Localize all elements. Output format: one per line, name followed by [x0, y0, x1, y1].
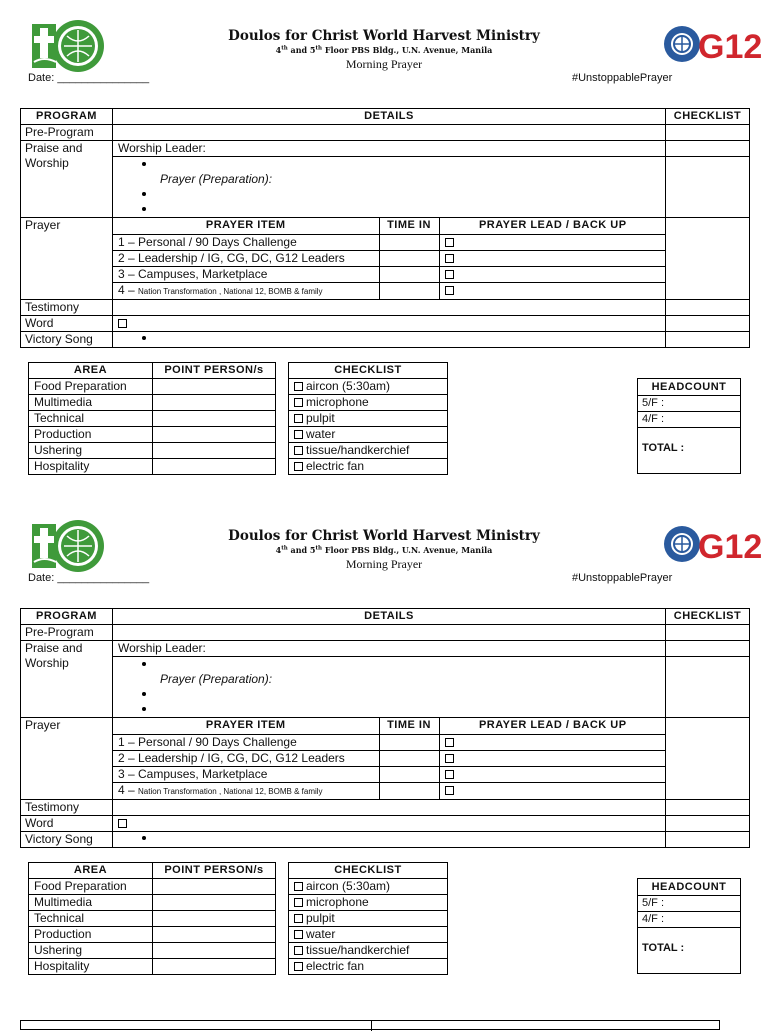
prayer-item: 4 – Nation Transformation , National 12, BOMB & family [113, 782, 379, 799]
area-label: Multimedia [29, 395, 153, 411]
row-victory-song: Victory Song [21, 831, 113, 847]
checklist-item[interactable]: water [289, 927, 448, 943]
checkbox-icon[interactable] [445, 738, 454, 747]
testimony-check[interactable] [666, 799, 750, 815]
word-details[interactable] [113, 315, 666, 331]
area-label: Production [29, 927, 153, 943]
col-point-person: POINT PERSON/s [153, 363, 276, 379]
time-in-field[interactable] [379, 734, 439, 750]
col-details: DETAILS [113, 109, 666, 125]
checkbox-icon[interactable] [294, 914, 303, 923]
row-prayer: Prayer [21, 218, 113, 300]
col-area: AREA [29, 363, 153, 379]
checkbox-icon[interactable] [445, 786, 454, 795]
time-in-field[interactable] [379, 282, 439, 299]
prayer-item: 1 – Personal / 90 Days Challenge [113, 234, 379, 250]
program-table [20, 608, 750, 848]
worship-leader-field[interactable]: Worship Leader: [113, 641, 666, 657]
headcount-4f[interactable]: 4/F : [638, 912, 740, 928]
prayer-prep-label: Prayer (Preparation): [160, 172, 273, 186]
svg-text:G12: G12 [698, 28, 763, 66]
bullet-icon [142, 692, 146, 696]
bullet-icon [142, 207, 146, 211]
worship-leader-check[interactable] [666, 641, 750, 657]
point-person-field[interactable] [153, 879, 276, 895]
equipment-checklist [288, 362, 448, 475]
time-in-field[interactable] [379, 750, 439, 766]
checklist-title: CHECKLIST [289, 363, 448, 379]
col-area: AREA [29, 863, 153, 879]
col-time-in: TIME IN [379, 218, 439, 234]
checklist-item[interactable]: aircon (5:30am) [289, 379, 448, 395]
table-divider [371, 1021, 372, 1031]
checklist-item[interactable]: electric fan [289, 959, 448, 975]
date-field[interactable]: Date: _______________ [28, 72, 150, 84]
checklist-item[interactable]: electric fan [289, 459, 448, 475]
prayer-check[interactable] [666, 718, 750, 800]
word-details[interactable] [113, 815, 666, 831]
headcount-5f[interactable]: 5/F : [638, 896, 740, 912]
ministry-title: Doulos for Christ World Harvest Ministry [228, 28, 540, 44]
time-in-field[interactable] [379, 250, 439, 266]
headcount-box [637, 878, 741, 974]
prayer-sheet-2 [0, 500, 768, 1000]
song-list[interactable] [113, 157, 666, 218]
prayer-lead-field[interactable] [439, 282, 666, 299]
hashtag-label: #UnstoppablePrayer [572, 72, 673, 84]
prayer-items-table [113, 218, 666, 299]
word-check[interactable] [666, 315, 750, 331]
pre-program-check[interactable] [666, 125, 750, 141]
victory-song-check[interactable] [666, 331, 750, 347]
checkbox-icon[interactable] [294, 462, 303, 471]
checkbox-icon[interactable] [294, 398, 303, 407]
checkbox-icon[interactable] [118, 319, 127, 328]
worship-leader-check[interactable] [666, 141, 750, 157]
victory-song-check[interactable] [666, 831, 750, 847]
headcount-total[interactable]: TOTAL : [642, 442, 685, 454]
point-person-field[interactable] [153, 427, 276, 443]
point-person-field[interactable] [153, 395, 276, 411]
area-label: Technical [29, 411, 153, 427]
row-word: Word [21, 815, 113, 831]
col-details: DETAILS [113, 609, 666, 625]
song-list-check[interactable] [666, 657, 750, 718]
checklist-item[interactable]: tissue/handkerchief [289, 443, 448, 459]
row-pre-program: Pre-Program [21, 625, 113, 641]
checkbox-icon[interactable] [445, 286, 454, 295]
checklist-item[interactable]: microphone [289, 895, 448, 911]
checklist-item[interactable]: pulpit [289, 911, 448, 927]
service-subtitle: Morning Prayer [345, 57, 423, 71]
prayer-item: 3 – Campuses, Marketplace [113, 266, 379, 282]
pre-program-details[interactable] [113, 125, 666, 141]
point-person-field[interactable] [153, 895, 276, 911]
point-person-field[interactable] [153, 379, 276, 395]
checkbox-icon[interactable] [294, 962, 303, 971]
victory-song-details[interactable] [113, 331, 666, 347]
col-prayer-lead: PRAYER LEAD / BACK UP [439, 718, 666, 734]
headcount-5f[interactable]: 5/F : [638, 396, 740, 412]
col-program: PROGRAM [21, 109, 113, 125]
point-person-field[interactable] [153, 959, 276, 975]
prayer-item: 4 – Nation Transformation , National 12, BOMB & family [113, 282, 379, 299]
bullet-icon [142, 162, 146, 166]
point-person-field[interactable] [153, 443, 276, 459]
prayer-lead-field[interactable] [439, 766, 666, 782]
time-in-field[interactable] [379, 266, 439, 282]
ministry-address: 4th and 5th Floor PBS Bldg., U.N. Avenue, Manila [275, 45, 493, 55]
word-check[interactable] [666, 815, 750, 831]
row-testimony: Testimony [21, 299, 113, 315]
bullet-icon [142, 336, 146, 340]
col-time-in: TIME IN [379, 718, 439, 734]
area-label: Production [29, 427, 153, 443]
checklist-item[interactable]: aircon (5:30am) [289, 879, 448, 895]
bullet-icon [142, 192, 146, 196]
point-person-field[interactable] [153, 911, 276, 927]
time-in-field[interactable] [379, 234, 439, 250]
col-prayer-item: PRAYER ITEM [113, 218, 379, 234]
hashtag-label: #UnstoppablePrayer [572, 572, 673, 584]
checkbox-icon[interactable] [445, 270, 454, 279]
point-person-field[interactable] [153, 943, 276, 959]
testimony-details[interactable] [113, 799, 666, 815]
row-prayer: Prayer [21, 718, 113, 800]
next-sheet-table-edge [20, 1020, 720, 1030]
prayer-lead-field[interactable] [439, 266, 666, 282]
point-person-field[interactable] [153, 459, 276, 475]
bullet-icon [142, 707, 146, 711]
checkbox-icon[interactable] [445, 754, 454, 763]
date-field[interactable]: Date: _______________ [28, 572, 150, 584]
prayer-items-table [113, 718, 666, 799]
svg-text:G12: G12 [698, 528, 763, 566]
checkbox-icon[interactable] [118, 819, 127, 828]
checkbox-icon[interactable] [294, 430, 303, 439]
prayer-lead-field[interactable] [439, 782, 666, 799]
row-pre-program: Pre-Program [21, 125, 113, 141]
checklist-item[interactable]: tissue/handkerchief [289, 943, 448, 959]
testimony-check[interactable] [666, 299, 750, 315]
prayer-item: 2 – Leadership / IG, CG, DC, G12 Leaders [113, 750, 379, 766]
song-list-check[interactable] [666, 157, 750, 218]
program-table [20, 108, 750, 348]
prayer-item: 2 – Leadership / IG, CG, DC, G12 Leaders [113, 250, 379, 266]
bullet-icon [142, 836, 146, 840]
headcount-box [637, 378, 741, 474]
song-list[interactable] [113, 657, 666, 718]
checkbox-icon[interactable] [294, 946, 303, 955]
checkbox-icon[interactable] [294, 930, 303, 939]
checkbox-icon[interactable] [294, 446, 303, 455]
prayer-items-cell [113, 218, 666, 300]
prayer-sheet-1 [0, 0, 768, 500]
prayer-item: 3 – Campuses, Marketplace [113, 766, 379, 782]
g12-logo-icon [660, 22, 763, 66]
point-person-field[interactable] [153, 411, 276, 427]
equipment-checklist [288, 862, 448, 975]
area-table [28, 862, 276, 975]
row-victory-song: Victory Song [21, 331, 113, 347]
checkbox-icon[interactable] [445, 770, 454, 779]
area-label: Multimedia [29, 895, 153, 911]
headcount-title: HEADCOUNT [638, 879, 740, 896]
col-point-person: POINT PERSON/s [153, 863, 276, 879]
g12-logo-icon [660, 522, 763, 566]
col-program: PROGRAM [21, 609, 113, 625]
worship-leader-field[interactable]: Worship Leader: [113, 141, 666, 157]
headcount-total[interactable]: TOTAL : [642, 942, 685, 954]
area-table [28, 362, 276, 475]
area-label: Hospitality [29, 459, 153, 475]
ministry-address: 4th and 5th Floor PBS Bldg., U.N. Avenue, Manila [275, 545, 493, 555]
checklist-item[interactable]: water [289, 427, 448, 443]
prayer-lead-field[interactable] [439, 750, 666, 766]
prayer-item: 1 – Personal / 90 Days Challenge [113, 734, 379, 750]
prayer-lead-field[interactable] [439, 734, 666, 750]
bullet-icon [142, 662, 146, 666]
checkbox-icon[interactable] [445, 238, 454, 247]
point-person-field[interactable] [153, 927, 276, 943]
pre-program-check[interactable] [666, 625, 750, 641]
col-checklist: CHECKLIST [666, 609, 750, 625]
prayer-check[interactable] [666, 218, 750, 300]
row-word: Word [21, 315, 113, 331]
checkbox-icon[interactable] [294, 898, 303, 907]
checkbox-icon[interactable] [294, 382, 303, 391]
checkbox-icon[interactable] [294, 414, 303, 423]
checklist-item[interactable]: microphone [289, 395, 448, 411]
checklist-title: CHECKLIST [289, 863, 448, 879]
headcount-title: HEADCOUNT [638, 379, 740, 396]
pre-program-details[interactable] [113, 625, 666, 641]
area-label: Hospitality [29, 959, 153, 975]
col-prayer-item: PRAYER ITEM [113, 718, 379, 734]
prayer-prep-label: Prayer (Preparation): [160, 672, 273, 686]
row-praise-worship: Praise and Worship [21, 141, 113, 218]
checkbox-icon[interactable] [294, 882, 303, 891]
ministry-title: Doulos for Christ World Harvest Ministry [228, 528, 540, 544]
time-in-field[interactable] [379, 766, 439, 782]
row-praise-worship: Praise and Worship [21, 641, 113, 718]
area-label: Food Preparation [29, 879, 153, 895]
time-in-field[interactable] [379, 782, 439, 799]
area-label: Ushering [29, 943, 153, 959]
headcount-4f[interactable]: 4/F : [638, 412, 740, 428]
col-prayer-lead: PRAYER LEAD / BACK UP [439, 218, 666, 234]
area-label: Technical [29, 911, 153, 927]
prayer-lead-field[interactable] [439, 234, 666, 250]
victory-song-details[interactable] [113, 831, 666, 847]
checkbox-icon[interactable] [445, 254, 454, 263]
service-subtitle: Morning Prayer [345, 557, 423, 571]
row-testimony: Testimony [21, 799, 113, 815]
prayer-items-cell [113, 718, 666, 800]
testimony-details[interactable] [113, 299, 666, 315]
checklist-item[interactable]: pulpit [289, 411, 448, 427]
prayer-lead-field[interactable] [439, 250, 666, 266]
col-checklist: CHECKLIST [666, 109, 750, 125]
area-label: Food Preparation [29, 379, 153, 395]
area-label: Ushering [29, 443, 153, 459]
